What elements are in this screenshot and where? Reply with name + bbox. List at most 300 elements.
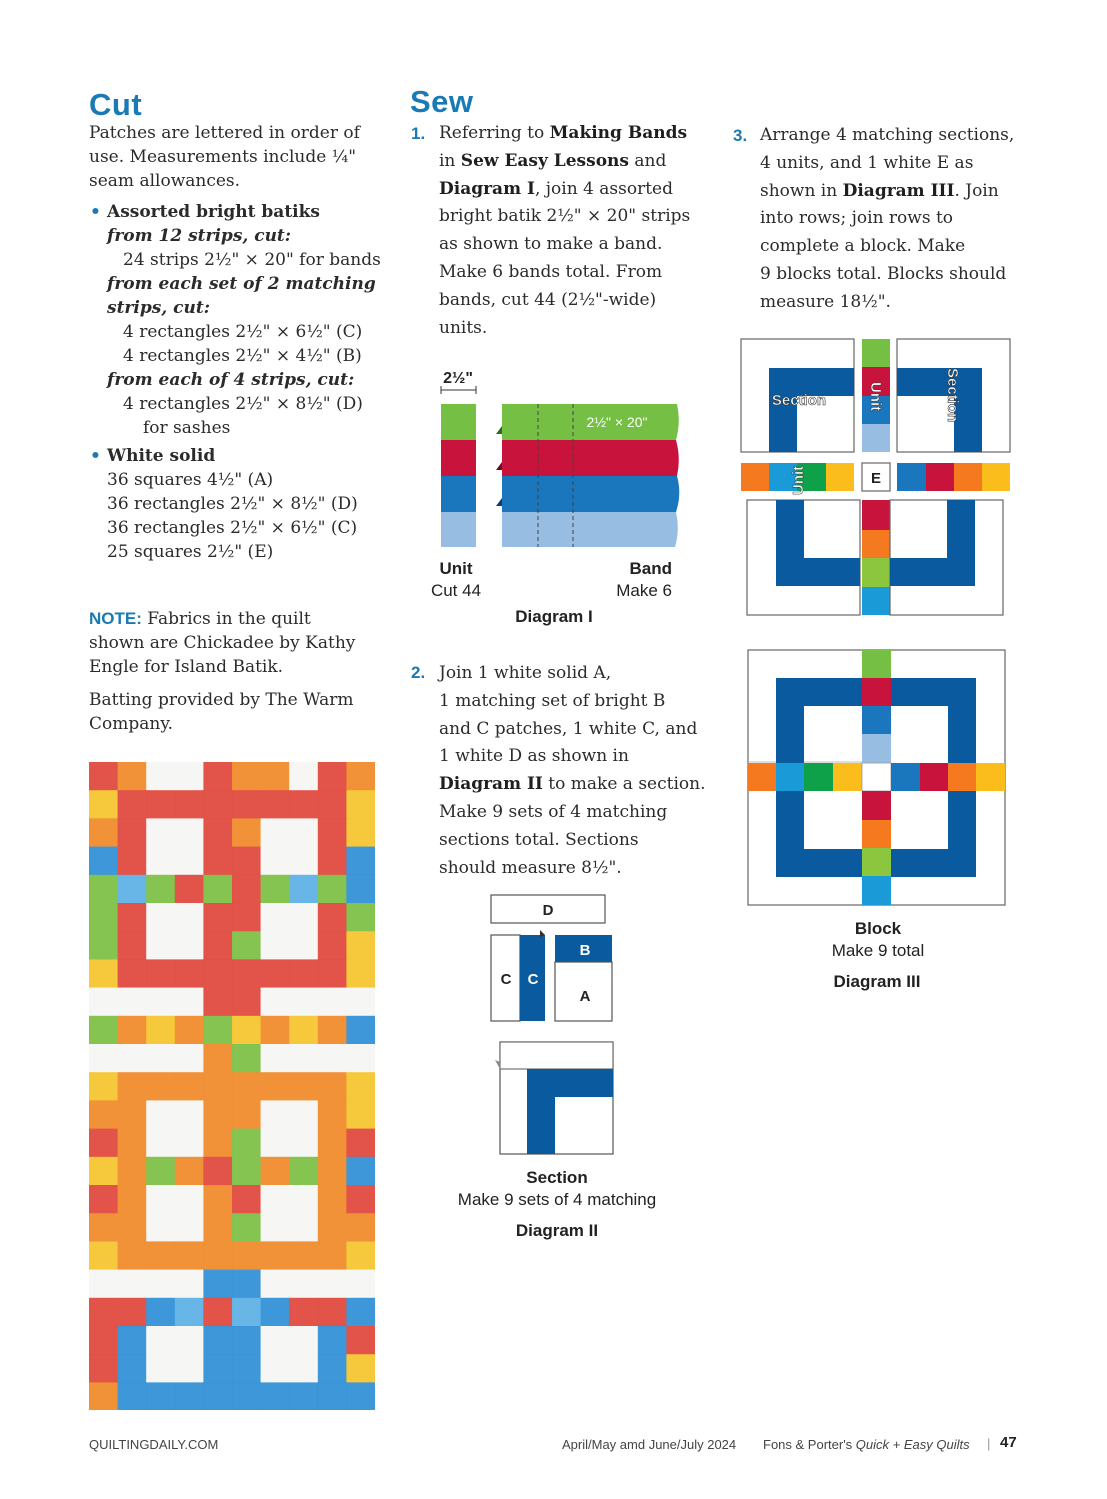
quilt-patch [261, 1185, 290, 1214]
patch-c-white-label: C [500, 971, 512, 988]
batiks-sub: from each of 4 strips, cut: [107, 370, 355, 390]
quilt-patch [346, 818, 375, 847]
footer-issue: April/May amd June/July 2024 [562, 1437, 737, 1452]
patch-d-label: D [542, 902, 554, 919]
quilt-patch [118, 1129, 147, 1158]
step3-number: 3. [733, 126, 748, 145]
quilt-patch [203, 903, 232, 932]
quilt-patch [346, 1213, 375, 1242]
quilt-patch [232, 1129, 261, 1158]
quilt-patch [318, 1298, 347, 1327]
quilt-patch [318, 875, 347, 904]
quilt-patch [146, 1382, 175, 1410]
quilt-patch [232, 1354, 261, 1383]
patch-b-label: B [579, 942, 591, 959]
quilt-patch [261, 931, 290, 960]
white-line: 36 squares 4½" (A) [107, 470, 274, 490]
quilt-patch [289, 875, 318, 904]
quilt-patch [261, 1382, 290, 1410]
quilt-patch [146, 1326, 175, 1355]
quilt-patch [261, 1326, 290, 1355]
quilt-patch [261, 988, 290, 1017]
quilt-patch [261, 1354, 290, 1383]
quilt-patch [318, 988, 347, 1017]
quilt-patch [289, 931, 318, 960]
quilt-patch [232, 818, 261, 847]
unit-caption: Unit Cut 44 [430, 559, 482, 600]
quilt-patch [261, 1044, 290, 1073]
quilt-patch [346, 1382, 375, 1410]
quilt-patch [146, 1072, 175, 1101]
quilt-patch [118, 1072, 147, 1101]
note-text: shown are Chickadee by Kathy [89, 633, 356, 653]
ref-diagram-2: Diagram II [439, 774, 543, 795]
diagram-1-title: Diagram I [515, 607, 593, 626]
quilt-patch [89, 1354, 118, 1383]
batiks-line: 4 rectangles 2½" × 4½" (B) [123, 346, 362, 366]
quilt-patch [289, 818, 318, 847]
note-label: NOTE: [89, 609, 142, 628]
cut-intro-line: use. Measurements include ¼" [89, 147, 357, 167]
quilt-patch [261, 847, 290, 876]
quilt-patch [318, 1354, 347, 1383]
section-label: Section [944, 368, 961, 423]
quilt-patch [318, 818, 347, 847]
quilt-patch [346, 1100, 375, 1129]
quilt-patch [289, 1072, 318, 1101]
quilt-patch [289, 1298, 318, 1327]
quilt-patch [289, 988, 318, 1017]
unit-strip [441, 404, 476, 547]
quilt-patch [346, 1241, 375, 1270]
quilt-patch [118, 1326, 147, 1355]
section-caption: Section Make 9 sets of 4 matching [457, 1168, 657, 1209]
quilt-patch [146, 1298, 175, 1327]
quilt-patch [175, 1072, 204, 1101]
quilt-patch [175, 1354, 204, 1383]
quilt-patch [89, 1185, 118, 1214]
quilt-patch [118, 1016, 147, 1045]
quilt-patch [175, 847, 204, 876]
quilt-patch [118, 790, 147, 819]
quilt-patch [232, 1072, 261, 1101]
quilt-patch [89, 1326, 118, 1355]
quilt-patch [318, 1213, 347, 1242]
quilt-patch [203, 1185, 232, 1214]
quilt-patch [146, 1157, 175, 1186]
quilt-patch [261, 818, 290, 847]
quilt-patch [175, 762, 204, 791]
quilt-patch [203, 988, 232, 1017]
quilt-patch [146, 847, 175, 876]
quilt-patch [318, 1185, 347, 1214]
quilt-patch [346, 903, 375, 932]
quilt-patch [289, 1157, 318, 1186]
quilt-patch [146, 1044, 175, 1073]
quilt-patch [346, 875, 375, 904]
cut-intro [89, 121, 360, 193]
quilt-patch [118, 903, 147, 932]
batiks-line: for sashes [143, 418, 231, 438]
quilt-patch [232, 1213, 261, 1242]
quilt-patch [118, 988, 147, 1017]
quilt-patch [289, 1354, 318, 1383]
quilt-patch [261, 1072, 290, 1101]
white-line: 36 rectangles 2½" × 6½" (C) [107, 518, 358, 538]
quilt-patch [203, 1157, 232, 1186]
quilt-patch [146, 959, 175, 988]
quilt-patch [346, 1072, 375, 1101]
quilt-patch [89, 1100, 118, 1129]
quilt-patch [175, 1129, 204, 1158]
quilt-patch [346, 931, 375, 960]
quilt-patch [232, 1185, 261, 1214]
cut-intro-line: Patches are lettered in order of [89, 123, 360, 143]
white-list [107, 444, 358, 564]
quilt-patch [89, 988, 118, 1017]
step1-number: 1. [411, 124, 426, 143]
quilt-patch [146, 1213, 175, 1242]
unit-dimension: 2½" [443, 370, 473, 387]
quilt-patch [175, 1213, 204, 1242]
quilt-patch [146, 988, 175, 1017]
quilt-patch [146, 1270, 175, 1299]
white-title: • White solid [107, 444, 358, 468]
quilt-patch [346, 790, 375, 819]
quilt-patch [203, 931, 232, 960]
quilt-patch [232, 1298, 261, 1327]
quilt-patch [289, 790, 318, 819]
step2-number: 2. [411, 663, 426, 682]
quilt-patch [175, 988, 204, 1017]
quilt-patch [232, 847, 261, 876]
quilt-patch [175, 959, 204, 988]
quilt-patch [89, 762, 118, 791]
batiks-sub: from 12 strips, cut: [107, 226, 292, 246]
batiks-sub: strips, cut: [107, 298, 210, 318]
quilt-patch [261, 1129, 290, 1158]
quilt-patch [232, 1016, 261, 1045]
page-number: 47 [1000, 1434, 1017, 1451]
quilt-patch [175, 903, 204, 932]
quilt-patch [175, 1100, 204, 1129]
quilt-patch [261, 1241, 290, 1270]
quilt-patch [261, 790, 290, 819]
quilt-patch [203, 847, 232, 876]
section-assembled [495, 1042, 613, 1154]
ref-making-bands: Making Bands [549, 123, 688, 143]
patch-c-bright-label: C [527, 971, 539, 988]
diagram-1 [425, 362, 690, 552]
quilt-patch [175, 1382, 204, 1410]
batiks-sub: from each set of 2 matching [107, 274, 376, 294]
section-label: Section [771, 392, 827, 409]
quilt-patch [203, 1354, 232, 1383]
batting-note [89, 688, 354, 736]
quilt-patch [175, 1326, 204, 1355]
quilt-patch [203, 1213, 232, 1242]
quilt-patch [89, 959, 118, 988]
quilt-patch [261, 1213, 290, 1242]
quilt-patch [203, 1382, 232, 1410]
quilt-patch [232, 875, 261, 904]
quilt-patch [89, 1129, 118, 1158]
quilt-patch [118, 1213, 147, 1242]
step1-text: Referring to Making Bands in Sew Easy Lessons and Diagram I, join 4 assorted bright batik 2½" × 20" strips as shown to make a band. Make 6 bands total. From bands, cut 44 (2½"-wide) units. [439, 123, 691, 338]
diagram-2-title: Diagram II [515, 1221, 599, 1240]
quilt-patch [89, 1382, 118, 1410]
quilt-patch [232, 790, 261, 819]
quilt-patch [318, 790, 347, 819]
quilt-patch [203, 790, 232, 819]
quilt-patch [232, 988, 261, 1017]
quilt-patch [203, 1298, 232, 1327]
quilt-patch [146, 762, 175, 791]
batiks-line: 4 rectangles 2½" × 6½" (C) [123, 322, 363, 342]
quilt-patch [318, 1129, 347, 1158]
quilt-patch [175, 1185, 204, 1214]
quilt-patch [232, 1157, 261, 1186]
quilt-patch [203, 1072, 232, 1101]
quilt-patch [175, 931, 204, 960]
note-text: Fabrics in the quilt [147, 609, 311, 629]
quilt-patch [175, 875, 204, 904]
quilt-patch [89, 818, 118, 847]
quilt-patch [118, 818, 147, 847]
quilt-patch [203, 762, 232, 791]
quilt-patch [203, 818, 232, 847]
note-text: Engle for Island Batik. [89, 657, 284, 677]
quilt-patch [232, 1270, 261, 1299]
quilt-patch [89, 1298, 118, 1327]
quilt-patch [146, 1100, 175, 1129]
quilt-patch [318, 1326, 347, 1355]
quilt-patch [203, 1270, 232, 1299]
quilt-patch [146, 818, 175, 847]
quilt-patch [89, 903, 118, 932]
quilt-patch [289, 762, 318, 791]
quilt-patch [203, 1016, 232, 1045]
quilt-patch [175, 818, 204, 847]
unit-label: Unit [790, 465, 807, 495]
quilt-patch [175, 1241, 204, 1270]
step3-text: Arrange 4 matching sections, 4 units, and 1 white E as shown in Diagram III. Join into rows; join rows to complete a block. Make 9 blocks total. Blocks should measure 18½". [760, 125, 1015, 312]
quilt-patch [318, 903, 347, 932]
quilt-patch [232, 1382, 261, 1410]
block-caption: Block Make 9 total [831, 919, 925, 960]
quilt-patch [118, 1185, 147, 1214]
footer-site: QUILTINGDAILY.COM [89, 1437, 219, 1452]
quilt-patch [261, 1157, 290, 1186]
quilt-patch [89, 875, 118, 904]
quilt-patch [261, 762, 290, 791]
quilt-patch [175, 1157, 204, 1186]
batiks-line: 4 rectangles 2½" × 8½" (D) [123, 394, 363, 414]
quilt-patch [118, 959, 147, 988]
quilt-patch [261, 1016, 290, 1045]
quilt-patch [318, 1100, 347, 1129]
quilt-patch [346, 1016, 375, 1045]
quilt-patch [146, 1016, 175, 1045]
patch-e-label: E [870, 470, 882, 487]
quilt-patch [146, 931, 175, 960]
quilt-patch [232, 1241, 261, 1270]
batiks-line: 24 strips 2½" × 20" for bands [123, 250, 381, 270]
quilt-patch [175, 1044, 204, 1073]
quilt-patch [175, 790, 204, 819]
quilt-patch [318, 847, 347, 876]
quilt-patch [346, 847, 375, 876]
quilt-patch [118, 1270, 147, 1299]
quilt-patch [289, 1326, 318, 1355]
quilt-patch [346, 1185, 375, 1214]
quilt-patch [346, 1354, 375, 1383]
quilt-patch [203, 1326, 232, 1355]
quilt-patch [89, 1072, 118, 1101]
quilt-patch [289, 1129, 318, 1158]
quilt-patch [261, 1100, 290, 1129]
quilt-patch [232, 1100, 261, 1129]
quilt-patch [146, 1185, 175, 1214]
quilt-patch [203, 1100, 232, 1129]
quilt-patch [289, 959, 318, 988]
quilt-patch [232, 762, 261, 791]
quilt-patch [318, 1157, 347, 1186]
batiks-title: • Assorted bright batiks [107, 200, 381, 224]
quilt-patch [318, 959, 347, 988]
quilt-patch [261, 959, 290, 988]
note-block [89, 607, 355, 679]
diagram-3-exploded [735, 335, 1025, 625]
quilt-patch [118, 847, 147, 876]
patch-a-label: A [579, 988, 591, 1005]
quilt-patch [146, 1354, 175, 1383]
quilt-patch [175, 1016, 204, 1045]
quilt-patch [118, 1298, 147, 1327]
batting-line: Batting provided by The Warm [89, 690, 354, 710]
white-line: 36 rectangles 2½" × 8½" (D) [107, 494, 358, 514]
quilt-patch [289, 847, 318, 876]
quilt-patch [89, 1270, 118, 1299]
quilt-patch [203, 875, 232, 904]
quilt-patch [346, 1270, 375, 1299]
quilt-patch [346, 959, 375, 988]
quilt-patch [346, 988, 375, 1017]
quilt-patch [89, 1241, 118, 1270]
ref-sew-easy: Sew Easy Lessons [460, 150, 629, 171]
cut-intro-line: seam allowances. [89, 171, 241, 191]
quilt-patch [146, 903, 175, 932]
unit-label: Unit [867, 382, 884, 412]
quilt-patch [89, 790, 118, 819]
quilt-patch [318, 1072, 347, 1101]
quilt-patch [232, 903, 261, 932]
footer-magazine: Fons & Porter's Quick + Easy Quilts [763, 1437, 970, 1452]
batting-line: Company. [89, 714, 174, 734]
diagram-3-title: Diagram III [833, 972, 921, 991]
quilt-patch [318, 762, 347, 791]
quilt-patch [203, 1044, 232, 1073]
quilt-patch [146, 1129, 175, 1158]
quilt-patch [118, 1100, 147, 1129]
quilt-patch [146, 790, 175, 819]
band-dimension: 2½" × 20" [586, 414, 648, 430]
quilt-patch [289, 1270, 318, 1299]
quilt-patch [318, 1241, 347, 1270]
quilt-photo [89, 762, 375, 1410]
quilt-patch [118, 762, 147, 791]
quilt-patch [89, 1016, 118, 1045]
diagram-2 [485, 890, 625, 1165]
quilt-patch [289, 1100, 318, 1129]
quilt-patch [203, 959, 232, 988]
quilt-patch [346, 1298, 375, 1327]
quilt-patch [289, 1185, 318, 1214]
quilt-patch [261, 903, 290, 932]
quilt-patch [232, 959, 261, 988]
quilt-patch [318, 1382, 347, 1410]
quilt-patch [203, 1129, 232, 1158]
quilt-patch [289, 1241, 318, 1270]
ref-diagram-3: Diagram III [842, 180, 955, 201]
band [496, 404, 679, 547]
footer-separator: | [987, 1436, 991, 1451]
quilt-patch [118, 875, 147, 904]
quilt-patch [89, 847, 118, 876]
quilt-patch [203, 1241, 232, 1270]
quilt-patch [346, 1129, 375, 1158]
quilt-patch [261, 1298, 290, 1327]
quilt-patch [89, 1157, 118, 1186]
quilt-patch [175, 1298, 204, 1327]
quilt-patch [318, 1270, 347, 1299]
band-caption: Band Make 6 [616, 559, 672, 600]
white-line: 25 squares 2½" (E) [107, 542, 274, 562]
cut-heading: Cut [89, 87, 143, 122]
quilt-patch [318, 931, 347, 960]
sew-heading: Sew [410, 84, 474, 119]
batiks-list [107, 200, 381, 440]
quilt-patch [232, 1044, 261, 1073]
quilt-patch [118, 1354, 147, 1383]
quilt-patch [118, 1157, 147, 1186]
quilt-patch [89, 1044, 118, 1073]
quilt-patch [118, 1044, 147, 1073]
quilt-patch [118, 931, 147, 960]
ref-diagram-1: Diagram I [439, 178, 535, 199]
quilt-patch [318, 1044, 347, 1073]
quilt-patch [89, 1213, 118, 1242]
quilt-patch [289, 1382, 318, 1410]
quilt-patch [89, 931, 118, 960]
quilt-patch [346, 762, 375, 791]
quilt-patch [118, 1382, 147, 1410]
quilt-patch [289, 1044, 318, 1073]
quilt-patch [261, 1270, 290, 1299]
step2-text: Join 1 white solid A, 1 matching set of bright B and C patches, 1 white C, and 1 white D as shown in Diagram II to make a section. Make 9 sets of 4 matching sections total. Sections should measure 8½". [439, 663, 706, 878]
quilt-patch [346, 1044, 375, 1073]
quilt-patch [146, 1241, 175, 1270]
quilt-patch [346, 1157, 375, 1186]
quilt-patch [318, 1016, 347, 1045]
diagram-3-block [745, 648, 1010, 910]
quilt-patch [289, 1016, 318, 1045]
quilt-patch [175, 1270, 204, 1299]
quilt-patch [232, 931, 261, 960]
quilt-patch [261, 875, 290, 904]
quilt-patch [118, 1241, 147, 1270]
quilt-patch [232, 1326, 261, 1355]
